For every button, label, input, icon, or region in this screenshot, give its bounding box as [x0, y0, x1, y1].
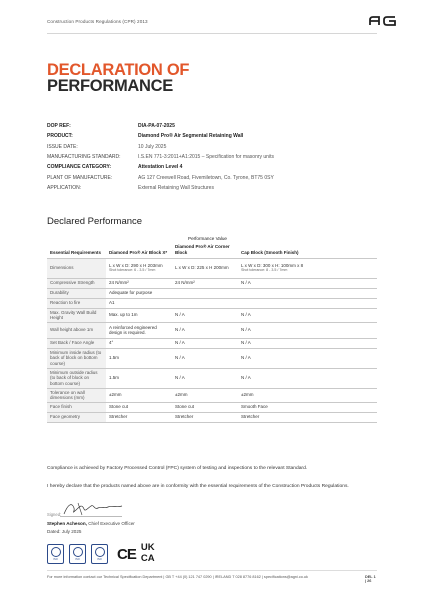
signer [47, 521, 135, 526]
info-row [47, 131, 377, 141]
table-row [47, 258, 377, 278]
corner-block-cell [172, 258, 238, 278]
cell-text: Face finish [50, 404, 72, 410]
corner-block-cell [172, 278, 238, 288]
requirement-cell [47, 412, 106, 422]
table-row [47, 388, 377, 402]
cell-text: Tolerance on wall dimensions (mm) [50, 389, 85, 400]
signer-role: Chief Executive Officer [88, 521, 135, 526]
block-x-cell [106, 388, 172, 402]
cell-text: L x W x D: 290 x H 203mm [109, 262, 163, 268]
cell-text: Stretcher [175, 414, 194, 420]
info-row [47, 183, 377, 193]
cell-text: Compressive Strength [50, 280, 95, 286]
table-row [47, 412, 377, 422]
cap-block-cell [238, 278, 377, 288]
certification-badge-icon [47, 544, 64, 564]
cell-text: Reaction to fire [50, 300, 81, 306]
cell-text: Max. up to 1m [109, 312, 138, 318]
requirement-cell [47, 258, 106, 278]
cap-block-cell [238, 288, 377, 298]
info-row [47, 121, 377, 131]
info-row [47, 152, 377, 162]
block-x-cell [106, 322, 172, 338]
block-x-cell [106, 308, 172, 322]
cell-text: N / A [241, 340, 251, 346]
cell-text: ±2mm [109, 392, 122, 398]
info-value: AG 127 Creewell Road, Fivemiletown, Co. Tyrone, BT75 0SY [138, 174, 274, 181]
cell-text: Minimum inside radius (to back of block on bottom course) [50, 349, 102, 366]
requirement-cell [47, 402, 106, 412]
column-header: Essential Requirements [47, 243, 106, 258]
signature-date: Dated: July 2025 [47, 529, 82, 534]
footer-divider [47, 570, 377, 571]
cap-block-cell [238, 348, 377, 368]
ukca-top: UK [140, 542, 155, 553]
badge-text: ISO [97, 558, 102, 561]
cell-text: N / A [241, 355, 251, 361]
info-value: DIA-PA-07-2025 [138, 123, 175, 130]
block-x-cell [106, 288, 172, 298]
table-row [47, 278, 377, 288]
regulation-reference: Construction Products Regulations (CPR) 2013 [47, 19, 148, 24]
signature-line [60, 516, 122, 517]
page-number: DEL 1 | 26 [365, 575, 376, 583]
page-footer [47, 575, 377, 583]
cell-text: N / A [175, 327, 185, 333]
cell-text: 24 N/mm² [109, 280, 129, 286]
cell-text: N / A [241, 312, 251, 318]
footer-contact: For more information contact our Technical Specification Department | GB T +44 (0) 121 747 0290 | IRELAND T 028 8776 8162 | specifications@agni.co.uk [47, 575, 308, 579]
corner-block-cell [172, 298, 238, 308]
info-key: PRODUCT: [47, 133, 73, 140]
corner-block-cell [172, 388, 238, 402]
table-row [47, 308, 377, 322]
cap-block-cell [238, 258, 377, 278]
cell-text: Set Back / Face Angle [50, 340, 95, 346]
cap-block-cell [238, 412, 377, 422]
cell-text: 1.5m [109, 375, 120, 381]
cap-block-cell [238, 298, 377, 308]
table-header-row [47, 243, 377, 258]
table-row [47, 402, 377, 412]
info-key: ISSUE DATE: [47, 143, 78, 150]
corner-block-cell [172, 308, 238, 322]
info-key: PLANT OF MANUFACTURE: [47, 174, 113, 181]
cell-text: 1.5m [109, 355, 120, 361]
cell-subtext: Shot tolerance: 6 - 3.5 / 7mm [109, 268, 156, 272]
block-x-cell [106, 298, 172, 308]
document-title [47, 62, 189, 94]
cell-text: Max. Gravity Wall Build Height [50, 309, 97, 320]
cell-text: Adequate for purpose [109, 290, 153, 296]
badge-text: ISO [75, 558, 80, 561]
header-divider [47, 33, 377, 34]
page-header [0, 0, 424, 44]
cap-block-cell [238, 388, 377, 402]
cell-text: L x W x D: 225 x H 200mm [175, 265, 229, 271]
cell-text: N / A [175, 375, 185, 381]
cell-text: N / A [175, 312, 185, 318]
block-x-cell [106, 412, 172, 422]
ukca-bottom: CA [140, 553, 155, 564]
table-row [47, 368, 377, 388]
cell-text: Durability [50, 290, 69, 296]
cell-text: 24 N/mm² [175, 280, 195, 286]
requirement-cell [47, 298, 106, 308]
section-title: Declared Performance [47, 216, 143, 227]
table-row [47, 322, 377, 338]
cell-text: A reinforced engineered design is required. [109, 324, 157, 335]
signer-name: Stephen Acheson, [47, 521, 87, 526]
column-header: Diamond Pro® Air Corner Block [172, 243, 238, 258]
table-row [47, 288, 377, 298]
requirement-cell [47, 388, 106, 402]
ce-mark-icon: CE [117, 545, 136, 563]
declaration-statement: I hereby declare that the products named above are in conformity with the essential requirements of the Construction Products Regulations. [47, 484, 349, 489]
cell-text: ±2mm [175, 392, 188, 398]
requirement-cell [47, 308, 106, 322]
cell-text: N / A [175, 340, 185, 346]
info-key: MANUFACTURING STANDARD: [47, 154, 121, 161]
block-x-cell [106, 338, 172, 348]
certification-badge-icon [69, 544, 86, 564]
certification-marks [47, 543, 163, 565]
cell-text: N / A [241, 280, 251, 286]
info-row [47, 172, 377, 182]
performance-table [47, 243, 377, 423]
cap-block-cell [238, 322, 377, 338]
badge-text: ISO [53, 558, 58, 561]
cell-subtext: Shot tolerance: 8 - 3.5 / 7mm [241, 268, 288, 272]
title-line-2: PERFORMANCE [47, 77, 173, 95]
cell-text: Wall height above 1m [50, 327, 94, 333]
table-row [47, 298, 377, 308]
block-x-cell [106, 402, 172, 412]
cell-text: Smooth Face [241, 404, 268, 410]
performance-table-body [47, 258, 377, 422]
cell-text: L x W x D: 300 x H: 100mm x 8 [241, 262, 304, 268]
cell-text: N / A [241, 327, 251, 333]
cell-text: A1 [109, 300, 115, 306]
cell-text: N / A [241, 375, 251, 381]
requirement-cell [47, 288, 106, 298]
table-row [47, 348, 377, 368]
cell-text: Stretcher [241, 414, 260, 420]
cell-text: Face geometry [50, 414, 81, 420]
signed-label: Signed: [47, 512, 62, 517]
block-x-cell [106, 258, 172, 278]
cell-text: Minimum outside radius (to back of block on bottom course) [50, 369, 98, 386]
cell-text: Stone cut [109, 404, 129, 410]
document-info [47, 121, 377, 193]
requirement-cell [47, 278, 106, 288]
cell-text: 4° [109, 340, 114, 346]
performance-value-label: Performance Value [188, 236, 227, 241]
info-value: Diamond Pro® Air Segmental Retaining Wall [138, 133, 244, 140]
cell-text: N / A [175, 355, 185, 361]
cap-block-cell [238, 308, 377, 322]
info-value: I.S.EN 771-3:2011+A1:2015 – Specification for masonry units [138, 154, 274, 161]
corner-block-cell [172, 348, 238, 368]
compliance-statement: Compliance is achieved by Factory Processed Control (FPC) system of testing and inspections to the relevant Standard. [47, 466, 308, 471]
block-x-cell [106, 348, 172, 368]
ukca-mark-icon [141, 543, 163, 565]
info-key: DOP REF: [47, 123, 71, 130]
requirement-cell [47, 338, 106, 348]
info-value: External Retaining Wall Structures [138, 184, 214, 191]
cell-text: Stretcher [109, 414, 128, 420]
column-header: Cap Block (Smooth Finish) [238, 243, 377, 258]
info-key: COMPLIANCE CATEGORY: [47, 164, 112, 171]
info-value: Attestation Level 4 [138, 164, 183, 171]
block-x-cell [106, 368, 172, 388]
corner-block-cell [172, 412, 238, 422]
cap-block-cell [238, 338, 377, 348]
title-line-1: DECLARATION OF [47, 61, 190, 79]
block-x-cell [106, 278, 172, 288]
column-header: Diamond Pro® Air Block X* [106, 243, 172, 258]
cap-block-cell [238, 368, 377, 388]
requirement-cell [47, 348, 106, 368]
certification-badge-icon [91, 544, 108, 564]
info-key: APPLICATION: [47, 184, 82, 191]
cap-block-cell [238, 402, 377, 412]
requirement-cell [47, 322, 106, 338]
table-row [47, 338, 377, 348]
corner-block-cell [172, 288, 238, 298]
corner-block-cell [172, 402, 238, 412]
corner-block-cell [172, 368, 238, 388]
requirement-cell [47, 368, 106, 388]
corner-block-cell [172, 338, 238, 348]
cell-text: Dimensions [50, 265, 74, 271]
corner-block-cell [172, 322, 238, 338]
ag-logo-icon [368, 14, 398, 28]
cell-text: ±2mm [241, 392, 254, 398]
cell-text: Stone cut [175, 404, 195, 410]
info-row [47, 142, 377, 152]
info-row [47, 162, 377, 172]
info-value: 10 July 2025 [138, 143, 167, 150]
